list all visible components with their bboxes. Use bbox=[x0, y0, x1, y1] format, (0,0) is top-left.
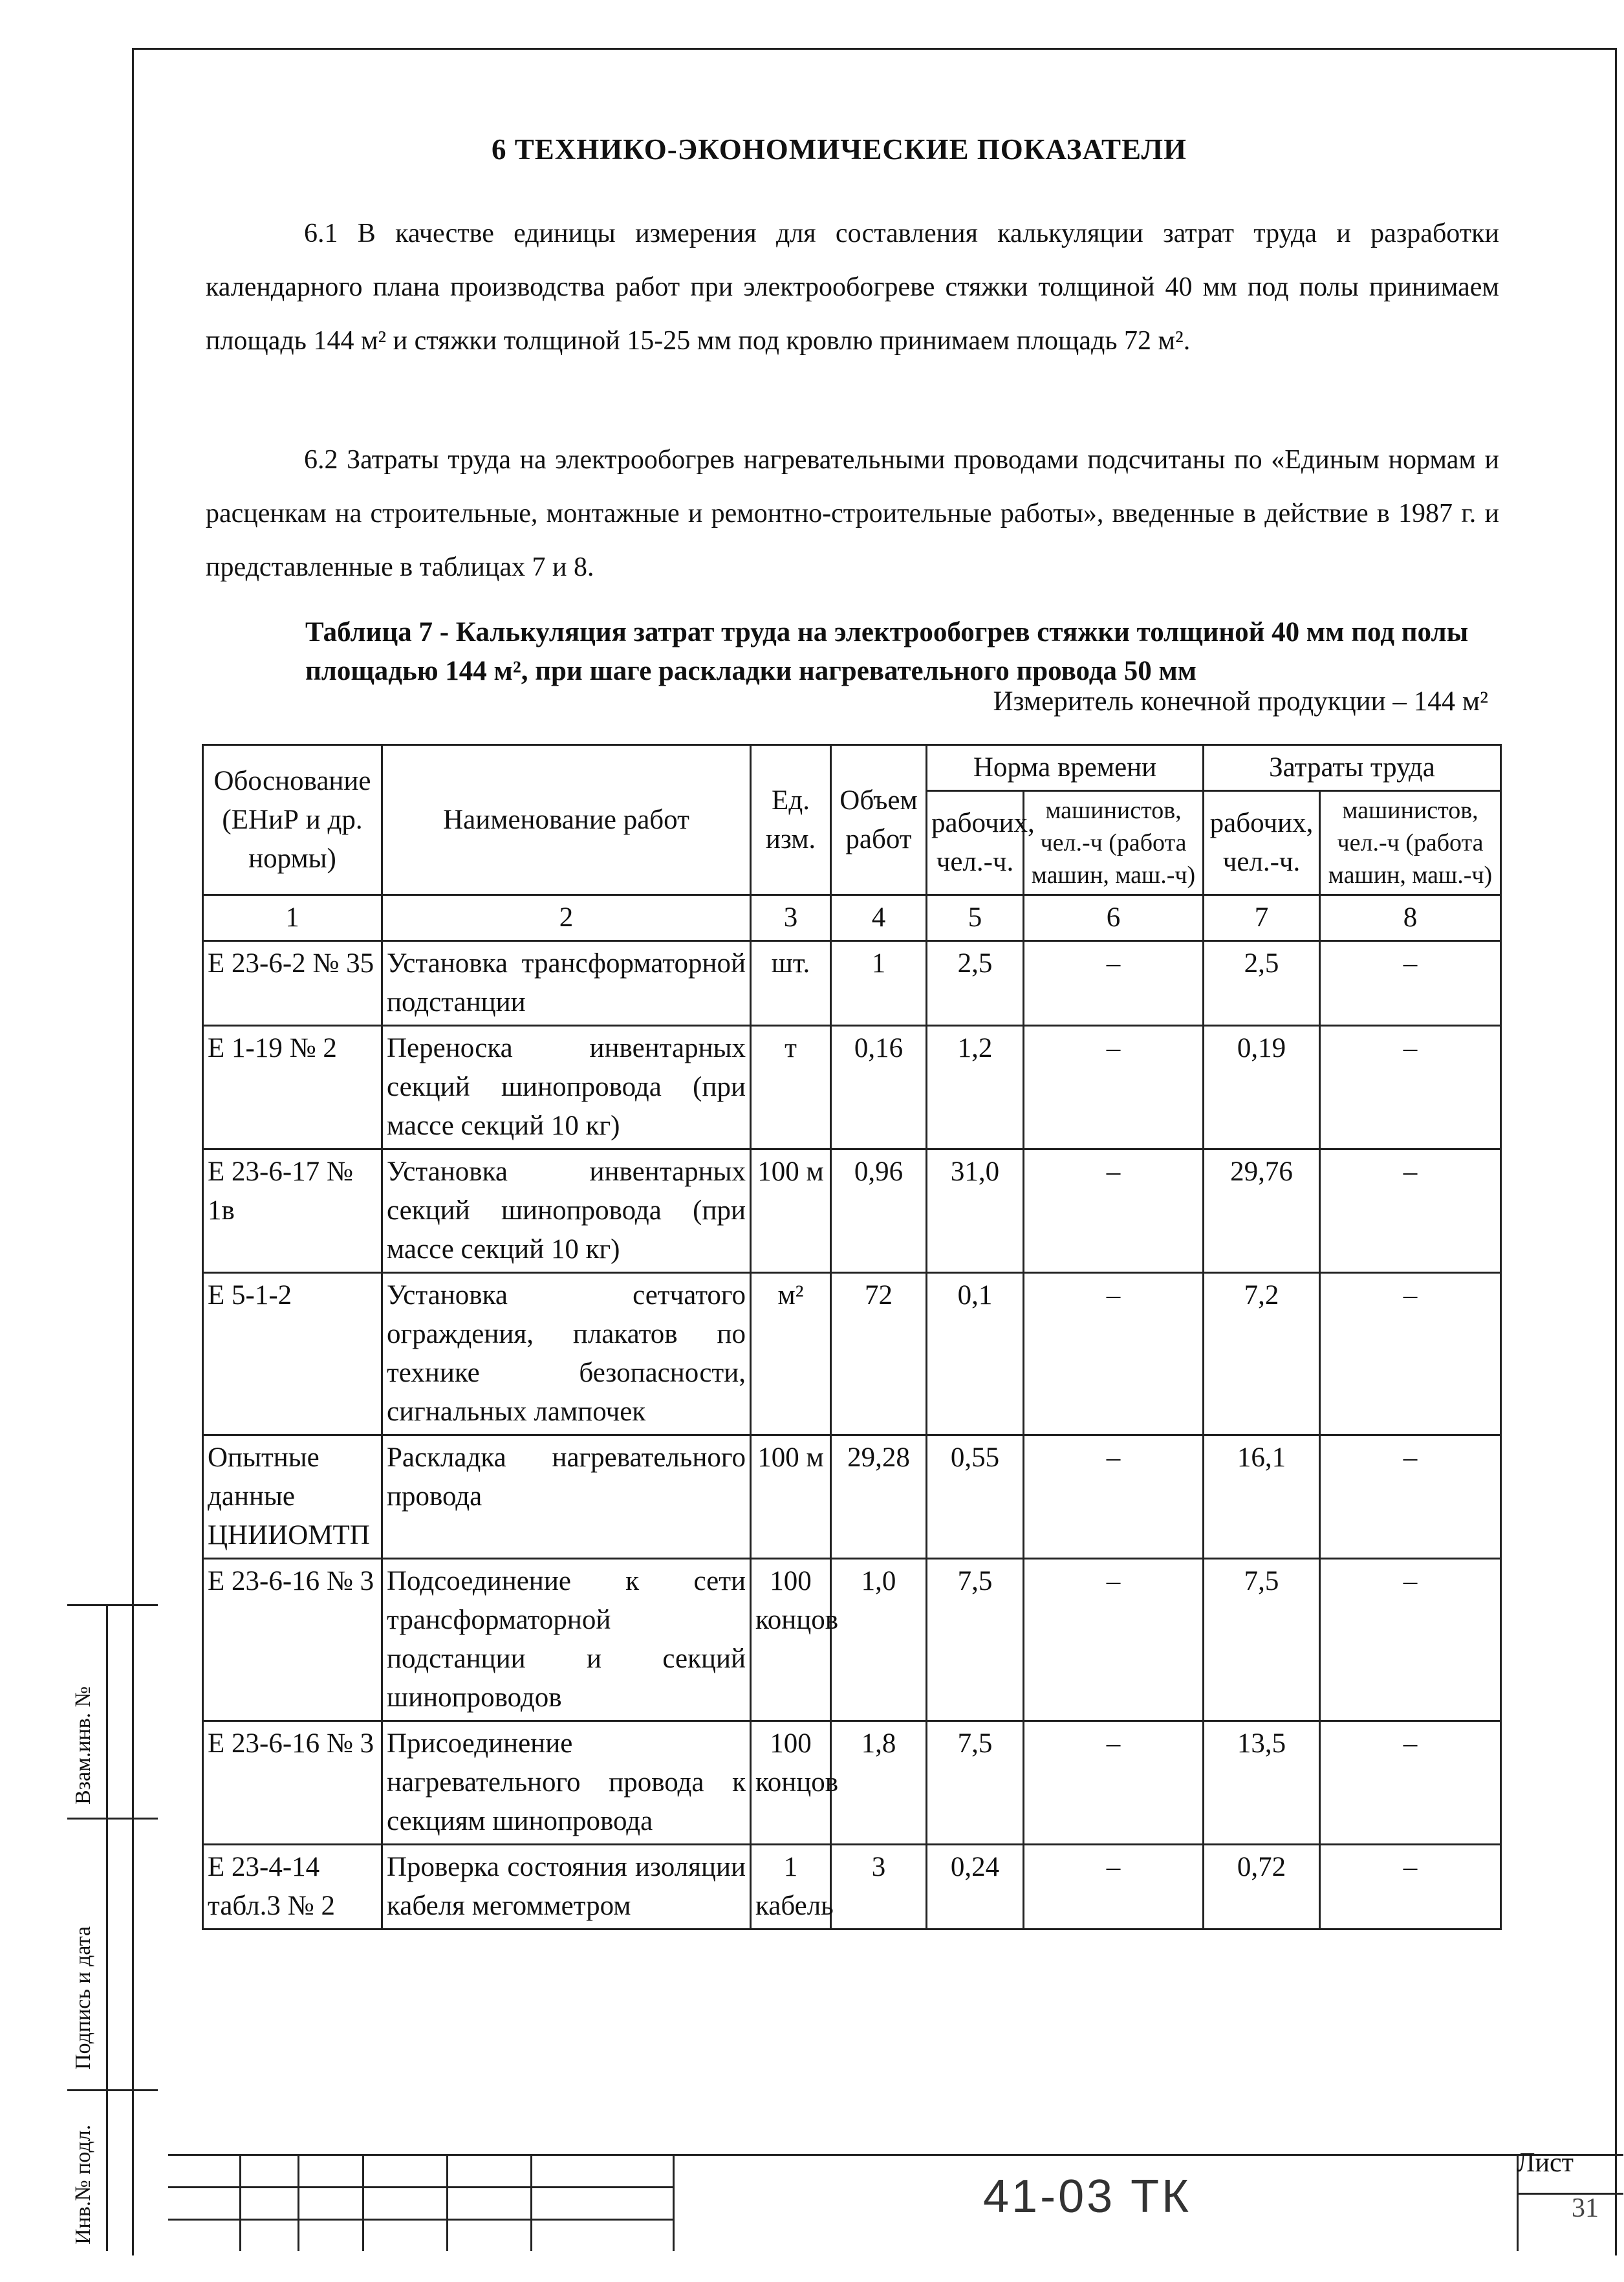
cell-unit: 100 м bbox=[751, 1435, 831, 1559]
section-title: 6 ТЕХНИКО-ЭКОНОМИЧЕСКИЕ ПОКАЗАТЕЛИ bbox=[492, 133, 1187, 166]
cell-labor-machinists: – bbox=[1320, 1273, 1501, 1435]
cell-name: Раскладка нагревательного провода bbox=[382, 1435, 751, 1559]
cell-norm-workers: 1,2 bbox=[927, 1026, 1024, 1149]
cell-volume: 3 bbox=[831, 1845, 927, 1929]
cell-volume: 29,28 bbox=[831, 1435, 927, 1559]
cell-basis: Е 23-6-16 № 3 bbox=[203, 1559, 382, 1721]
col-number: 3 bbox=[751, 895, 831, 941]
col-number: 7 bbox=[1204, 895, 1320, 941]
cell-labor-machinists: – bbox=[1320, 1026, 1501, 1149]
cell-norm-workers: 0,55 bbox=[927, 1435, 1024, 1559]
cell-name: Проверка состояния изоляции кабеля мегомметром bbox=[382, 1845, 751, 1929]
cell-labor-workers: 0,72 bbox=[1204, 1845, 1320, 1929]
cell-volume: 0,16 bbox=[831, 1026, 927, 1149]
table-row bbox=[203, 1149, 1501, 1273]
header-unit: Ед. изм. bbox=[751, 745, 831, 895]
cell-labor-workers: 0,19 bbox=[1204, 1026, 1320, 1149]
cell-volume: 0,96 bbox=[831, 1149, 927, 1273]
table-row bbox=[203, 1026, 1501, 1149]
header-volume: Объем работ bbox=[831, 745, 927, 895]
cell-labor-workers: 2,5 bbox=[1204, 941, 1320, 1026]
table-row bbox=[203, 1559, 1501, 1721]
cell-norm-machinists: – bbox=[1024, 1149, 1204, 1273]
cell-basis: Е 23-6-17 № 1в bbox=[203, 1149, 382, 1273]
table-body bbox=[203, 941, 1501, 1929]
cell-unit: 100 м bbox=[751, 1149, 831, 1273]
table-row bbox=[203, 1273, 1501, 1435]
cell-labor-workers: 29,76 bbox=[1204, 1149, 1320, 1273]
cell-unit: м² bbox=[751, 1273, 831, 1435]
cell-basis: Е 23-6-16 № 3 bbox=[203, 1721, 382, 1845]
cell-labor-machinists: – bbox=[1320, 1721, 1501, 1845]
header-name: Наименование работ bbox=[382, 745, 751, 895]
cell-labor-machinists: – bbox=[1320, 941, 1501, 1026]
cell-name: Установка инвентарных секций шинопровода (при массе секций 10 кг) bbox=[382, 1149, 751, 1273]
cell-name: Присоединение нагревательного провода к секциям шинопровода bbox=[382, 1721, 751, 1845]
table-caption: Таблица 7 - Калькуляция затрат труда на электрообогрев стяжки толщиной 40 мм под полы площадью 144 м², при шаге раскладки нагревательного провода 50 мм bbox=[305, 617, 1469, 686]
cell-norm-workers: 7,5 bbox=[927, 1721, 1024, 1845]
cell-labor-workers: 16,1 bbox=[1204, 1435, 1320, 1559]
title-block bbox=[168, 2154, 1623, 2251]
cell-basis: Е 1-19 № 2 bbox=[203, 1026, 382, 1149]
cell-norm-workers: 2,5 bbox=[927, 941, 1024, 1026]
sheet-number: 31 bbox=[1572, 2193, 1599, 2223]
col-number: 1 bbox=[203, 895, 382, 941]
header-norm-machinists: машинистов, чел.-ч (работа машин, маш.-ч) bbox=[1024, 791, 1204, 895]
cell-volume: 1,0 bbox=[831, 1559, 927, 1721]
cell-labor-machinists: – bbox=[1320, 1559, 1501, 1721]
col-number: 8 bbox=[1320, 895, 1501, 941]
paragraph-6-2: 6.2 Затраты труда на электрообогрев нагревательными проводами подсчитаны по «Единым нормам и расценкам на строительные, монтажные и ремонтно-строительные работы», введенные в действие в 1987 г. и представленные в таблицах 7 и 8. bbox=[206, 445, 1499, 582]
document-code: 41-03 ТК bbox=[983, 2171, 1192, 2222]
sheet-label: Лист bbox=[1517, 2148, 1574, 2178]
cell-norm-workers: 31,0 bbox=[927, 1149, 1024, 1273]
labor-cost-table bbox=[202, 744, 1502, 1930]
cell-labor-machinists: – bbox=[1320, 1845, 1501, 1929]
paragraph-6-1: 6.1 В качестве единицы измерения для составления калькуляции затрат труда и разработки календарного плана производства работ при электрообогреве стяжки толщиной 40 мм под полы принимаем площадь 144 м² и стяжки толщиной 15-25 мм под кровлю принимаем площадь 72 м². bbox=[206, 219, 1499, 356]
col-number: 5 bbox=[927, 895, 1024, 941]
stamp-inv-label: Инв.№ подл. bbox=[71, 2124, 95, 2244]
header-labor-workers: рабочих, чел.-ч. bbox=[1204, 791, 1320, 895]
cell-labor-workers: 7,2 bbox=[1204, 1273, 1320, 1435]
table-row bbox=[203, 941, 1501, 1026]
header-basis: Обоснование (ЕНиР и др. нормы) bbox=[203, 745, 382, 895]
measurer-label: Измеритель конечной продукции – 144 м² bbox=[993, 686, 1488, 717]
cell-basis: Е 5-1-2 bbox=[203, 1273, 382, 1435]
col-number: 6 bbox=[1024, 895, 1204, 941]
header-labor-machinists: машинистов, чел.-ч (работа машин, маш.-ч) bbox=[1320, 791, 1501, 895]
cell-labor-workers: 7,5 bbox=[1204, 1559, 1320, 1721]
cell-norm-machinists: – bbox=[1024, 1559, 1204, 1721]
cell-labor-machinists: – bbox=[1320, 1149, 1501, 1273]
side-stamp bbox=[67, 1604, 158, 2251]
cell-unit: т bbox=[751, 1026, 831, 1149]
cell-volume: 1 bbox=[831, 941, 927, 1026]
cell-norm-machinists: – bbox=[1024, 1721, 1204, 1845]
cell-norm-machinists: – bbox=[1024, 1435, 1204, 1559]
header-norm-time: Норма времени bbox=[927, 745, 1204, 791]
cell-unit: 100 концов bbox=[751, 1559, 831, 1721]
table-row bbox=[203, 1721, 1501, 1845]
cell-name: Переноска инвентарных секций шинопровода (при массе секций 10 кг) bbox=[382, 1026, 751, 1149]
cell-norm-machinists: – bbox=[1024, 941, 1204, 1026]
cell-name: Установка сетчатого ограждения, плакатов по технике безопасности, сигнальных лампочек bbox=[382, 1273, 751, 1435]
cell-norm-workers: 0,1 bbox=[927, 1273, 1024, 1435]
cell-basis: Е 23-4-14 табл.3 № 2 bbox=[203, 1845, 382, 1929]
table-row bbox=[203, 1435, 1501, 1559]
col-number: 4 bbox=[831, 895, 927, 941]
cell-norm-workers: 0,24 bbox=[927, 1845, 1024, 1929]
cell-basis: Е 23-6-2 № 35 bbox=[203, 941, 382, 1026]
cell-unit: 1 кабель bbox=[751, 1845, 831, 1929]
header-norm-workers: рабочих, чел.-ч. bbox=[927, 791, 1024, 895]
cell-norm-workers: 7,5 bbox=[927, 1559, 1024, 1721]
cell-name: Подсоединение к сети трансформаторной подстанции и секций шинопроводов bbox=[382, 1559, 751, 1721]
cell-labor-workers: 13,5 bbox=[1204, 1721, 1320, 1845]
stamp-vzam-label: Взам.инв. № bbox=[71, 1686, 95, 1805]
header-labor: Затраты труда bbox=[1204, 745, 1501, 791]
cell-norm-machinists: – bbox=[1024, 1845, 1204, 1929]
cell-labor-machinists: – bbox=[1320, 1435, 1501, 1559]
cell-basis: Опытные данные ЦНИИОМТП bbox=[203, 1435, 382, 1559]
cell-volume: 1,8 bbox=[831, 1721, 927, 1845]
table-row bbox=[203, 1845, 1501, 1929]
cell-norm-machinists: – bbox=[1024, 1273, 1204, 1435]
cell-name: Установка трансформаторной подстанции bbox=[382, 941, 751, 1026]
cell-unit: шт. bbox=[751, 941, 831, 1026]
cell-volume: 72 bbox=[831, 1273, 927, 1435]
stamp-podpis-label: Подпись и дата bbox=[71, 1926, 95, 2070]
cell-unit: 100 концов bbox=[751, 1721, 831, 1845]
cell-norm-machinists: – bbox=[1024, 1026, 1204, 1149]
col-number: 2 bbox=[382, 895, 751, 941]
